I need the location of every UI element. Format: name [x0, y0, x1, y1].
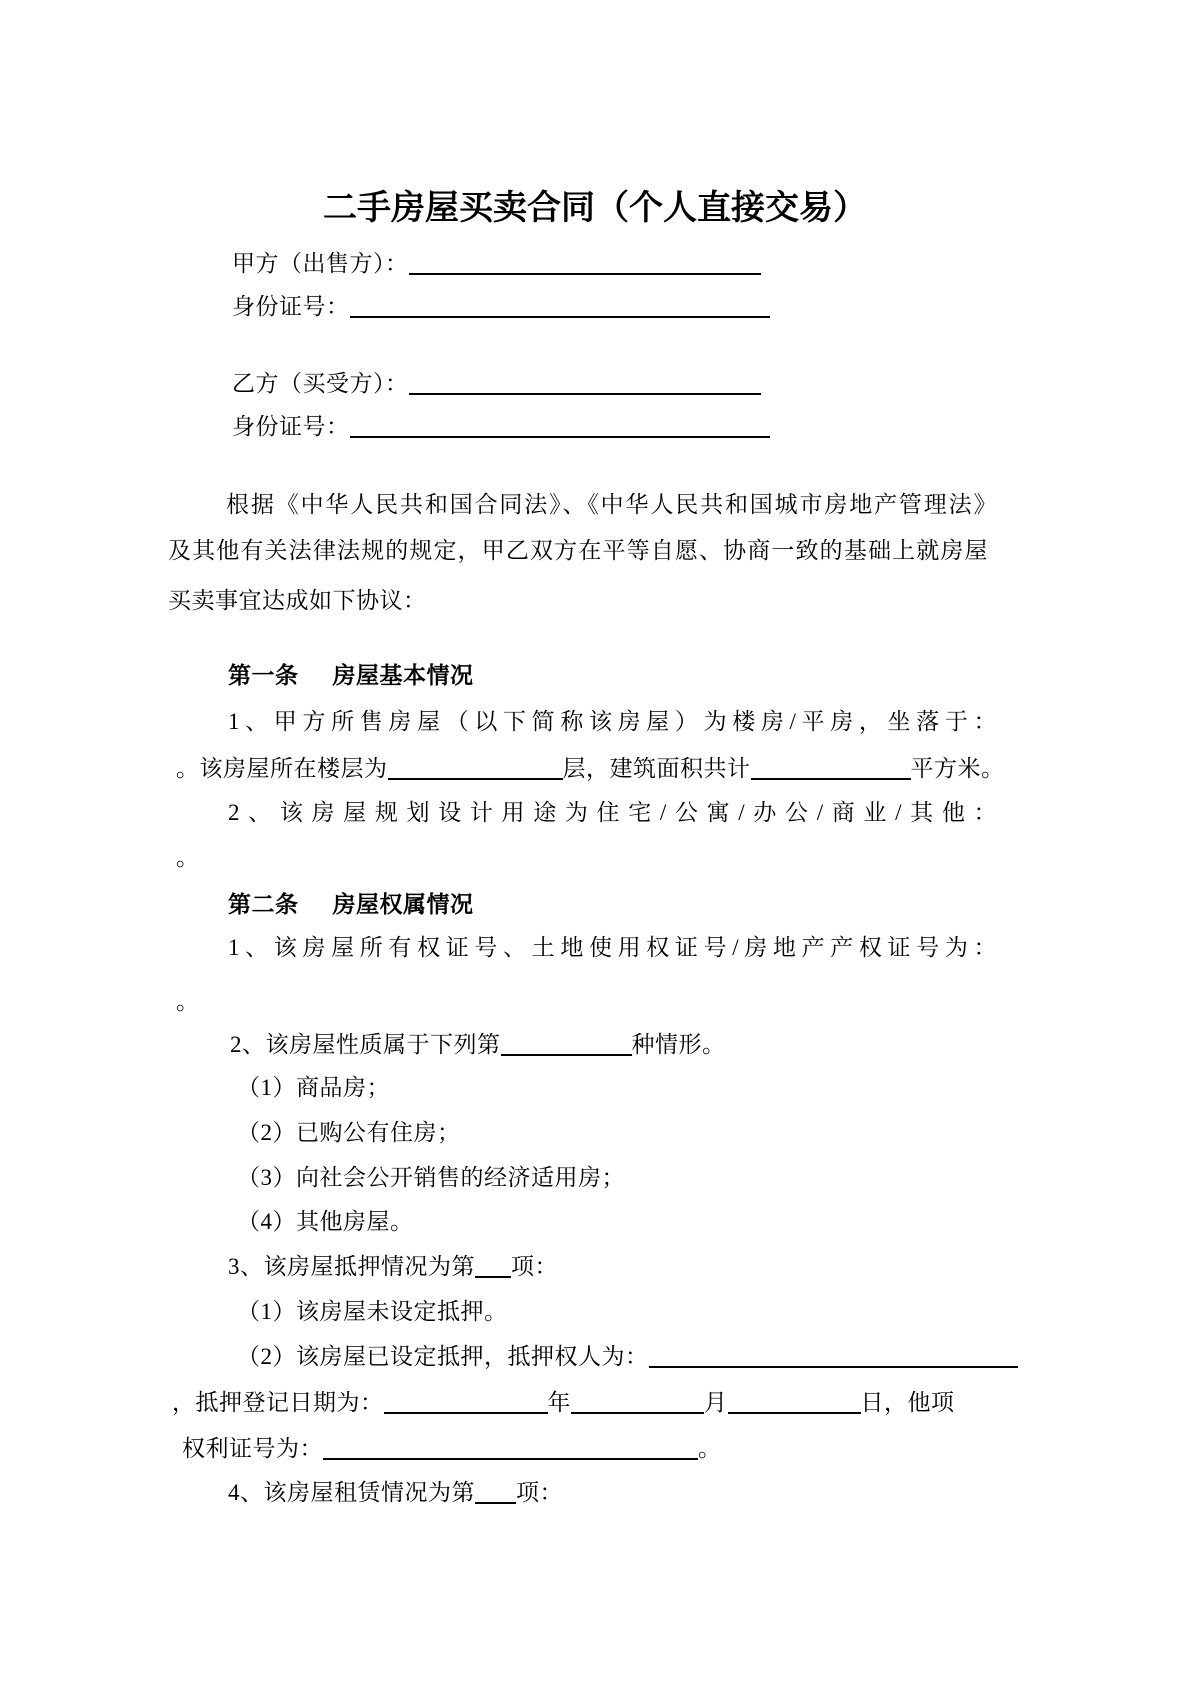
mortgage-option-2: [237, 1341, 1018, 1373]
house-type-option-1: （1）商品房；: [237, 1075, 390, 1100]
article2-item3: [228, 1251, 558, 1283]
party-a-id-row: [232, 291, 770, 323]
article2-item2: [230, 1029, 726, 1061]
house-type-label: 2、该房屋性质属于下列第: [230, 1032, 501, 1057]
house-type-option-2: （2）已购公有住房；: [237, 1120, 461, 1145]
article1-item2: 2、该房屋规划设计用途为住宅/公寓/办公/商业/其他：: [228, 800, 997, 825]
party-b-fill-line: [409, 389, 761, 395]
floor-fill-line: [388, 774, 563, 780]
floor-label: 。该房屋所在楼层为: [176, 756, 388, 781]
intro-line-1: 根据《中华人民共和国合同法》、《中华人民共和国城市房地产管理法》: [226, 492, 997, 517]
article2-item1-end: 。: [176, 989, 200, 1014]
other-cert-line: [182, 1433, 722, 1465]
intro-line-2: 及其他有关法律法规的规定，甲乙双方在平等自愿、协商一致的基础上就房屋: [168, 538, 988, 563]
article1-item1-line1: 1、甲方所售房屋（以下简称该房屋）为楼房/平房，坐落于：: [228, 709, 997, 734]
house-type-suffix: 种情形。: [631, 1032, 726, 1057]
party-b-row: [232, 368, 761, 400]
document-title: 二手房屋买卖合同（个人直接交易）: [323, 189, 867, 227]
mortgage-month-fill-line: [571, 1408, 704, 1414]
mortgage-year-fill-line: [384, 1408, 548, 1414]
party-b-id-row: [232, 411, 770, 443]
lease-label: 4、该房屋租赁情况为第: [228, 1480, 475, 1505]
party-a-label: 甲方（出售方）：: [232, 251, 409, 276]
lease-fill-line: [475, 1498, 516, 1504]
article1-item2-end: 。: [176, 845, 200, 870]
mortgagee-label: （2）该房屋已设定抵押，抵押权人为：: [237, 1344, 649, 1369]
other-cert-label: 权利证号为：: [182, 1436, 323, 1461]
lease-suffix: 项：: [516, 1480, 563, 1505]
house-type-option-4: （4）其他房屋。: [237, 1209, 414, 1234]
mortgagee-fill-line: [649, 1362, 1018, 1368]
sqm-label: 平方米。: [910, 756, 1005, 781]
mortgage-date-label: ，抵押登记日期为：: [172, 1390, 384, 1415]
mortgage-date-line: [172, 1387, 955, 1419]
mortgage-day-fill-line: [728, 1408, 861, 1414]
article2-heading: [228, 889, 474, 921]
article2-item4: [228, 1477, 563, 1509]
area-fill-line: [751, 774, 911, 780]
year-label: 年: [547, 1390, 571, 1415]
house-type-fill-line: [501, 1050, 632, 1056]
article2-number: 第二条: [228, 892, 299, 917]
mortgage-option-1: （1）该房屋未设定抵押。: [237, 1299, 508, 1324]
party-a-id-label: 身份证号：: [232, 294, 350, 319]
house-type-option-3: （3）向社会公开销售的经济适用房；: [237, 1165, 625, 1190]
mortgage-label: 3、该房屋抵押情况为第: [228, 1254, 475, 1279]
party-b-id-fill-line: [350, 432, 770, 438]
mortgage-suffix: 项：: [511, 1254, 558, 1279]
intro-line-3: 买卖事宜达成如下协议：: [168, 588, 427, 613]
article2-title: 房屋权属情况: [332, 892, 474, 917]
article1-number: 第一条: [228, 663, 299, 688]
article2-item1: 1、该房屋所有权证号、土地使用权证号/房地产产权证号为：: [228, 935, 997, 960]
other-cert-period: 。: [698, 1436, 722, 1461]
other-cert-fill-line: [323, 1454, 698, 1460]
mortgage-fill-line: [475, 1272, 511, 1278]
party-b-id-label: 身份证号：: [232, 414, 350, 439]
party-a-id-fill-line: [350, 312, 770, 318]
party-a-row: [232, 248, 761, 280]
month-label: 月: [704, 1390, 728, 1415]
article1-heading: [228, 660, 474, 692]
article1-title: 房屋基本情况: [332, 663, 474, 688]
day-label: 日，他项: [860, 1390, 955, 1415]
party-b-label: 乙方（买受方）：: [232, 371, 409, 396]
article1-item1-line2: [176, 753, 1005, 785]
area-label: 层，建筑面积共计: [562, 756, 751, 781]
party-a-fill-line: [409, 269, 761, 275]
